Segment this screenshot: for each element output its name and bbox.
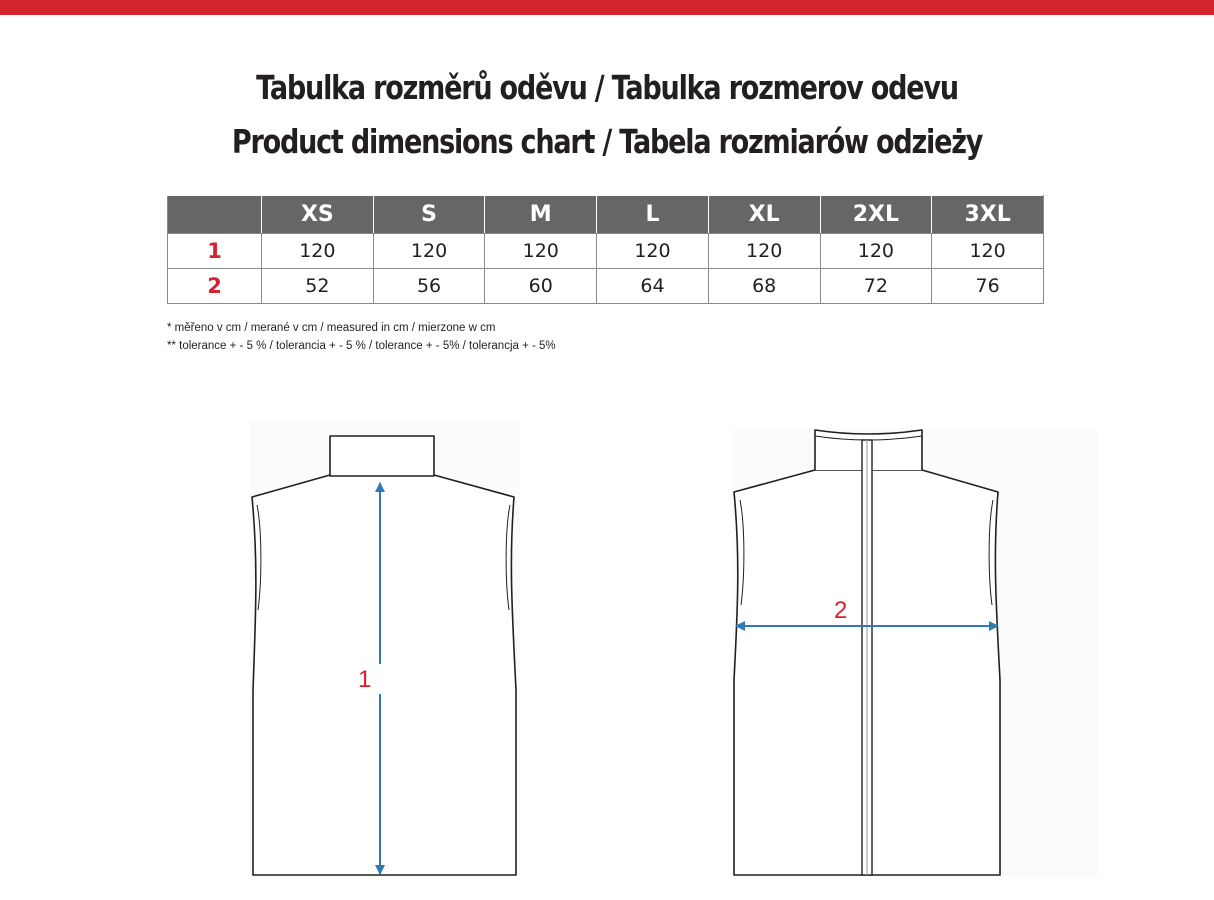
- measurement-1-label: 1: [358, 666, 372, 693]
- table-cell: 120: [708, 234, 820, 269]
- table-cell: 120: [262, 234, 374, 269]
- table-cell: 120: [373, 234, 485, 269]
- table-cell: 120: [932, 234, 1044, 269]
- table-cell: 120: [485, 234, 597, 269]
- row-label-1: 1: [168, 234, 262, 269]
- table-cell: 120: [820, 234, 932, 269]
- zipper: [862, 440, 872, 875]
- header-size-s: S: [373, 196, 485, 234]
- table-cell: 60: [485, 269, 597, 304]
- table-cell: 56: [373, 269, 485, 304]
- header-size-xl: XL: [708, 196, 820, 234]
- header-size-2xl: 2XL: [820, 196, 932, 234]
- measurement-2-label: 2: [834, 597, 848, 624]
- row-label-2: 2: [168, 269, 262, 304]
- vest-back-outline: [252, 436, 516, 875]
- table-cell: 64: [597, 269, 709, 304]
- table-cell: 76: [932, 269, 1044, 304]
- header-size-3xl: 3XL: [932, 196, 1044, 234]
- page-title-line-2: Product dimensions chart / Tabela rozmiarów odzieży: [231, 122, 983, 161]
- table-cell: 52: [262, 269, 374, 304]
- header-size-xs: XS: [262, 196, 374, 234]
- note-tolerance: ** tolerance + - 5 % / tolerancia + - 5 % / tolerance + - 5% / tolerancja + - 5%: [167, 340, 556, 352]
- measurement-1-label-bg: [374, 664, 386, 694]
- note-measured-in-cm: * měřeno v cm / merané v cm / measured in cm / mierzone w cm: [167, 322, 496, 334]
- table-cell: 120: [597, 234, 709, 269]
- table-cell: 68: [708, 269, 820, 304]
- header-size-l: L: [597, 196, 709, 234]
- table-cell: 72: [820, 269, 932, 304]
- header-size-m: M: [485, 196, 597, 234]
- page-title-line-1: Tabulka rozměrů oděvu / Tabulka rozmerov odevu: [256, 68, 958, 107]
